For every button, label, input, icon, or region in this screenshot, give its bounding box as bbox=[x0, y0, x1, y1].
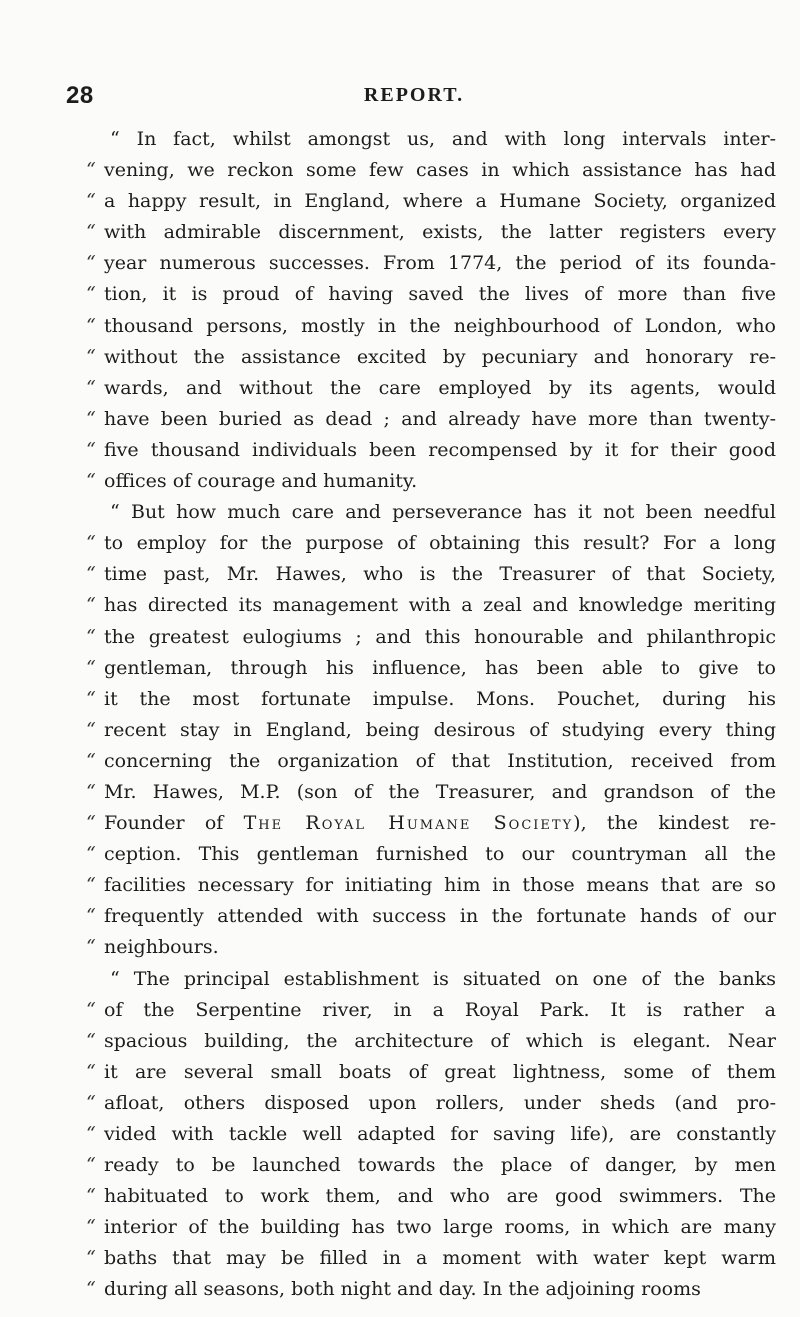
text-line bbox=[86, 373, 776, 404]
text-line bbox=[110, 124, 776, 155]
line-text: wards, and without the care employed by its agents, would bbox=[104, 376, 776, 399]
line-text: “ In fact, whilst amongst us, and with long intervals inter- bbox=[110, 128, 776, 150]
line-text: five thousand individuals been recompensed by it for their good bbox=[104, 438, 776, 461]
text-line bbox=[86, 435, 776, 466]
text-line bbox=[86, 342, 776, 373]
line-text: to employ for the purpose of obtaining this result? For a long bbox=[104, 532, 776, 555]
quote-mark: “ bbox=[86, 438, 96, 461]
line-text: year numerous successes. From 1774, the period of its founda- bbox=[104, 252, 776, 275]
text-line bbox=[86, 466, 776, 497]
line-text: frequently attended with success in the fortunate hands of our bbox=[104, 905, 776, 928]
quote-mark: “ bbox=[86, 1091, 96, 1114]
text-line bbox=[86, 186, 776, 217]
quote-mark: “ bbox=[86, 376, 96, 399]
page-number: 28 bbox=[66, 82, 94, 109]
line-text: facilities necessary for initiating him in those means that are so bbox=[104, 874, 776, 897]
quote-mark: “ bbox=[86, 1247, 96, 1270]
line-text: it the most fortunate impulse. Mons. Pouchet, during his bbox=[104, 687, 776, 710]
line-text: of the Serpentine river, in a Royal Park. It is rather a bbox=[104, 998, 776, 1021]
line-text: thousand persons, mostly in the neighbourhood of London, who bbox=[104, 314, 776, 337]
line-text: baths that may be filled in a moment with water kept warm bbox=[104, 1247, 776, 1270]
body-text bbox=[86, 124, 776, 1306]
society-name-smallcaps: The Royal Humane Society bbox=[243, 812, 574, 835]
quote-mark: “ bbox=[86, 656, 96, 679]
quote-mark: “ bbox=[86, 843, 96, 866]
text-line bbox=[86, 901, 776, 932]
text-line bbox=[86, 528, 776, 559]
line-text: recent stay in England, being desirous of studying every thing bbox=[104, 718, 776, 741]
text-line bbox=[86, 1057, 776, 1088]
line-text: Mr. Hawes, M.P. (son of the Treasurer, and grandson of the bbox=[104, 780, 776, 803]
line-text: gentleman, through his influence, has been able to give to bbox=[104, 656, 776, 679]
line-text: neighbours. bbox=[104, 936, 219, 959]
quote-mark: “ bbox=[86, 563, 96, 586]
text-line bbox=[86, 1274, 776, 1305]
line-text: tion, it is proud of having saved the lives of more than five bbox=[104, 283, 776, 306]
text-line bbox=[86, 404, 776, 435]
quote-mark: “ bbox=[86, 1123, 96, 1145]
text-line bbox=[86, 1026, 776, 1057]
text-line bbox=[86, 839, 776, 870]
text-line bbox=[86, 684, 776, 715]
quote-mark: “ bbox=[86, 532, 96, 555]
quote-mark: “ bbox=[86, 283, 96, 306]
line-text: have been buried as dead ; and already have more than twenty- bbox=[104, 407, 776, 430]
quote-mark: “ bbox=[86, 905, 96, 928]
line-text: with admirable discernment, exists, the latter registers every bbox=[104, 221, 776, 244]
quote-mark: “ bbox=[86, 190, 96, 213]
text-line bbox=[86, 995, 776, 1026]
line-text: “ But how much care and perseverance has it not been needful bbox=[110, 501, 776, 524]
line-text: ready to be launched towards the place of danger, by men bbox=[104, 1154, 776, 1177]
quote-mark: “ bbox=[86, 718, 96, 741]
quote-mark: “ bbox=[86, 252, 96, 275]
line-text: spacious building, the architecture of which is elegant. Near bbox=[104, 1029, 776, 1052]
page-header bbox=[66, 82, 762, 116]
quote-mark: “ bbox=[86, 874, 96, 897]
text-line bbox=[86, 746, 776, 777]
line-text: interior of the building has two large rooms, in which are many bbox=[104, 1216, 776, 1239]
text-line bbox=[86, 808, 776, 839]
text-line bbox=[86, 622, 776, 653]
line-text: vening, we reckon some few cases in which assistance has had bbox=[104, 159, 776, 182]
line-text: a happy result, in England, where a Humane Society, organized bbox=[104, 190, 776, 213]
quote-mark: “ bbox=[86, 1029, 96, 1052]
text-line bbox=[110, 964, 776, 995]
text-line bbox=[86, 1181, 776, 1212]
line-text: it are several small boats of great lightness, some of them bbox=[104, 1060, 776, 1083]
quote-mark: “ bbox=[86, 594, 96, 617]
text-line bbox=[86, 1088, 776, 1119]
line-text: vided with tackle well adapted for saving life), are constantly bbox=[104, 1123, 776, 1145]
line-text: habituated to work them, and who are good swimmers. The bbox=[104, 1185, 776, 1208]
text-line bbox=[86, 590, 776, 621]
quote-mark: “ bbox=[86, 314, 96, 337]
quote-mark: “ bbox=[86, 159, 96, 182]
quote-mark: “ bbox=[86, 221, 96, 244]
text-line bbox=[86, 155, 776, 186]
text-line bbox=[86, 1212, 776, 1243]
text-line bbox=[86, 777, 776, 808]
text-line bbox=[110, 497, 776, 528]
text-line bbox=[86, 1150, 776, 1181]
line-text: “ The principal establishment is situated on one of the banks bbox=[110, 967, 776, 990]
line-text: the greatest eulogiums ; and this honourable and philanthropic bbox=[104, 625, 776, 648]
quote-mark: “ bbox=[86, 780, 96, 803]
line-text: Founder of bbox=[104, 812, 244, 835]
quote-mark: “ bbox=[86, 625, 96, 648]
line-text: ), the kindest re- bbox=[573, 812, 776, 835]
line-text: during all seasons, both night and day. In the adjoining rooms bbox=[104, 1278, 701, 1301]
quote-mark: “ bbox=[86, 1060, 96, 1083]
text-line bbox=[86, 715, 776, 746]
quote-mark: “ bbox=[86, 470, 96, 493]
text-line bbox=[86, 559, 776, 590]
running-head: REPORT. bbox=[363, 84, 465, 106]
quote-mark: “ bbox=[86, 407, 96, 430]
text-line bbox=[86, 932, 776, 963]
text-line bbox=[86, 1119, 776, 1150]
text-line bbox=[86, 248, 776, 279]
text-line bbox=[86, 279, 776, 310]
line-text: ception. This gentleman furnished to our countryman all the bbox=[104, 843, 776, 866]
text-line bbox=[86, 311, 776, 342]
text-line bbox=[86, 870, 776, 901]
line-text: concerning the organization of that Institution, received from bbox=[104, 749, 776, 772]
line-text: offices of courage and humanity. bbox=[104, 470, 418, 493]
text-line bbox=[86, 217, 776, 248]
quote-mark: “ bbox=[86, 1216, 96, 1239]
line-text: time past, Mr. Hawes, who is the Treasurer of that Society, bbox=[104, 563, 776, 586]
line-text: has directed its management with a zeal and knowledge meriting bbox=[104, 594, 776, 617]
quote-mark: “ bbox=[86, 1278, 96, 1301]
quote-mark: “ bbox=[86, 812, 96, 835]
quote-mark: “ bbox=[86, 345, 96, 368]
text-line bbox=[86, 653, 776, 684]
quote-mark: “ bbox=[86, 1185, 96, 1208]
text-line bbox=[86, 1243, 776, 1274]
line-text: without the assistance excited by pecuniary and honorary re- bbox=[104, 345, 776, 368]
quote-mark: “ bbox=[86, 1154, 96, 1177]
quote-mark: “ bbox=[86, 936, 96, 959]
line-text: afloat, others disposed upon rollers, under sheds (and pro- bbox=[104, 1091, 776, 1114]
quote-mark: “ bbox=[86, 749, 96, 772]
quote-mark: “ bbox=[86, 998, 96, 1021]
quote-mark: “ bbox=[86, 687, 96, 710]
